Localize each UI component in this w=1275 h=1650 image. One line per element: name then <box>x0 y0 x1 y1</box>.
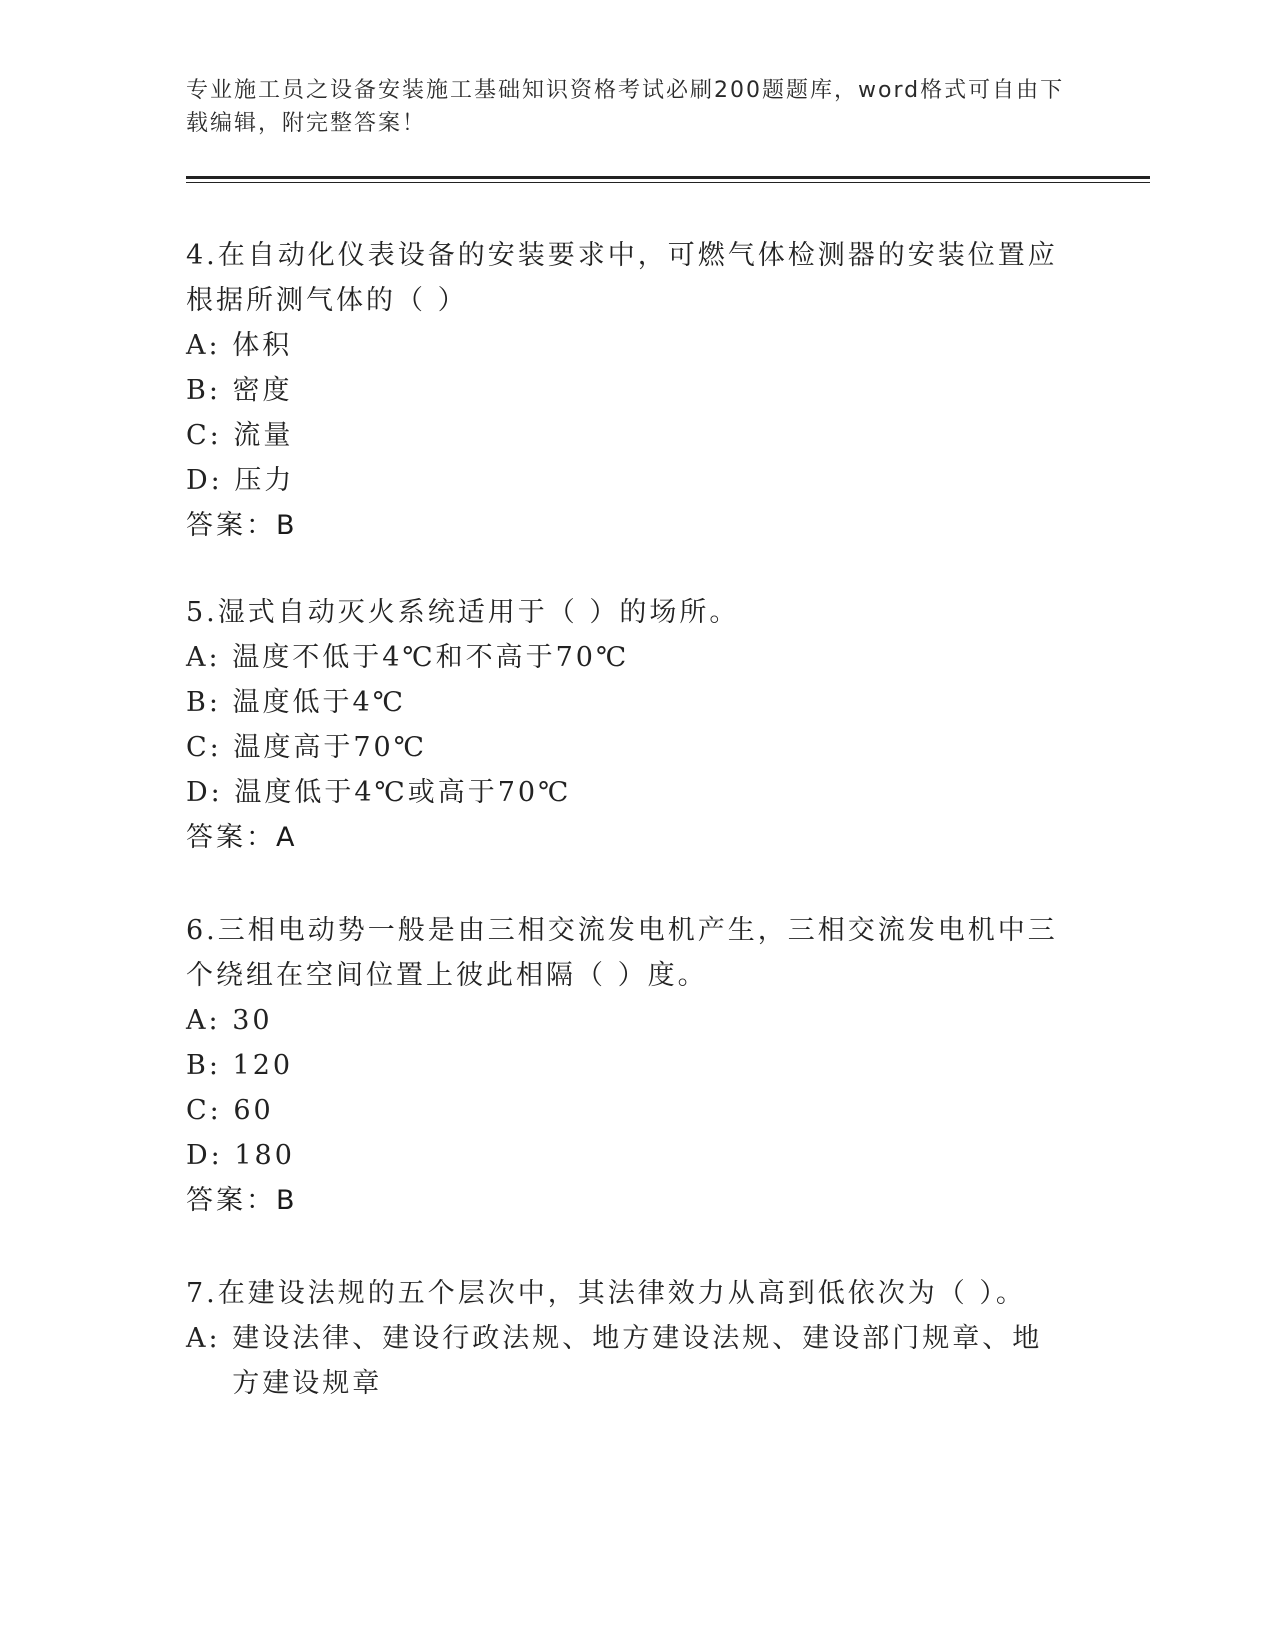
option-d <box>186 458 1066 503</box>
option-letter: A: <box>186 1323 221 1354</box>
option-a <box>186 998 1066 1043</box>
option-letter: C: <box>186 1095 222 1126</box>
option-text: 30 <box>232 1005 273 1036</box>
question-block <box>186 908 1066 1223</box>
option-text: 温度不低于4℃和不高于70℃ <box>232 642 630 673</box>
option-c <box>186 413 1066 458</box>
option-text: 180 <box>234 1140 295 1171</box>
option-text: 温度低于4℃ <box>232 687 406 718</box>
option-a <box>186 635 1066 680</box>
question-block <box>186 233 1066 548</box>
document-header: 专业施工员之设备安装施工基础知识资格考试必刷200题题库，word格式可自由下载编辑，附完整答案！ <box>186 78 1065 136</box>
option-c <box>186 1088 1066 1133</box>
header-divider-thin <box>186 182 1150 183</box>
option-text: 60 <box>233 1095 274 1126</box>
question-text: 5.湿式自动灭火系统适用于（ ）的场所。 <box>186 597 740 628</box>
option-letter: B: <box>186 1050 221 1081</box>
option-letter: C: <box>186 420 222 451</box>
option-letter: B: <box>186 375 221 406</box>
option-b <box>186 1043 1066 1088</box>
option-text: 温度低于4℃或高于70℃ <box>234 777 572 808</box>
question-text: 6.三相电动势一般是由三相交流发电机产生，三相交流发电机中三个绕组在空间位置上彼此相隔（ ）度。 <box>186 915 1058 991</box>
option-text: 流量 <box>233 420 294 451</box>
option-letter: D: <box>186 1140 223 1171</box>
answer-line: 答案：B <box>186 1185 298 1216</box>
question-block <box>186 1271 1066 1406</box>
option-a <box>186 1316 1066 1406</box>
option-text: 120 <box>232 1050 294 1081</box>
option-text: 压力 <box>234 465 295 496</box>
option-letter: A: <box>186 1005 221 1036</box>
question-block <box>186 590 1066 860</box>
option-d <box>186 770 1066 815</box>
option-letter: D: <box>186 777 223 808</box>
answer-line: 答案：A <box>186 822 298 853</box>
option-text: 温度高于70℃ <box>233 732 427 763</box>
option-letter: A: <box>186 330 221 361</box>
option-c <box>186 725 1066 770</box>
question-text: 7.在建设法规的五个层次中，其法律效力从高到低依次为（ ）。 <box>186 1278 1026 1309</box>
option-text: 体积 <box>232 330 293 361</box>
option-b <box>186 680 1066 725</box>
option-a <box>186 323 1066 368</box>
header-divider-thick <box>186 176 1150 179</box>
answer-line: 答案：B <box>186 510 298 541</box>
question-text: 4.在自动化仪表设备的安装要求中，可燃气体检测器的安装位置应根据所测气体的（ ） <box>186 240 1058 316</box>
option-d <box>186 1133 1066 1178</box>
option-b <box>186 368 1066 413</box>
option-letter: C: <box>186 732 222 763</box>
option-letter: B: <box>186 687 221 718</box>
option-text: 建设法律、建设行政法规、地方建设法规、建设部门规章、地方建设规章 <box>232 1323 1043 1399</box>
option-letter: D: <box>186 465 223 496</box>
option-letter: A: <box>186 642 221 673</box>
option-text: 密度 <box>232 375 293 406</box>
